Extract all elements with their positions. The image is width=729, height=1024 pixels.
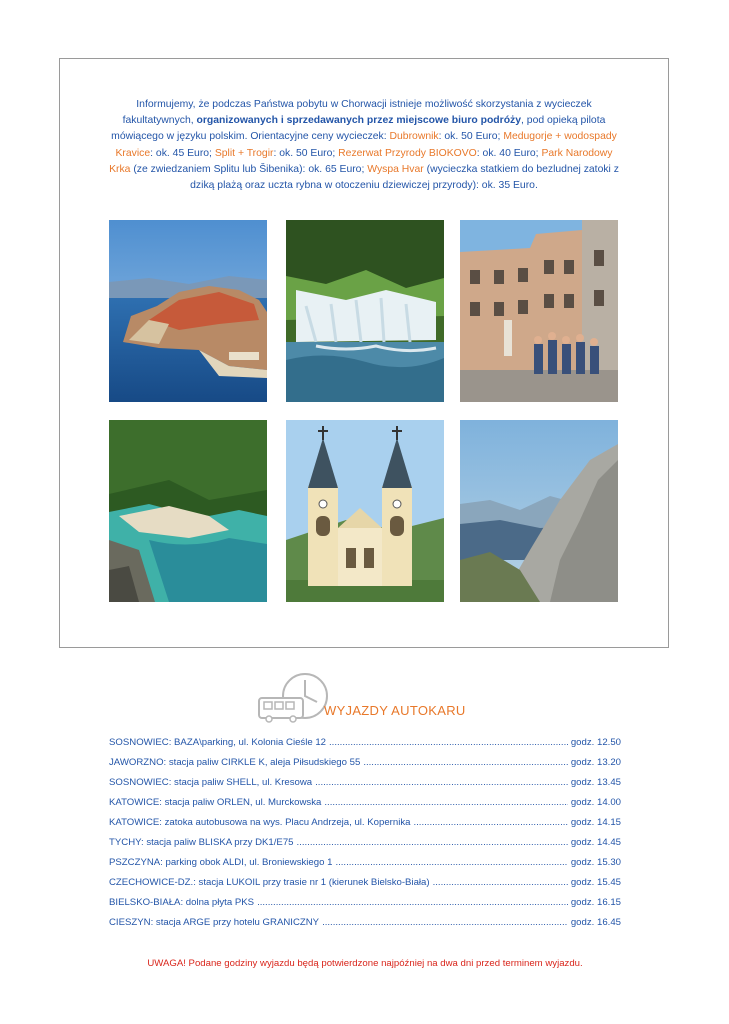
- departure-place: CIESZYN: stacja ARGE przy hotelu GRANICZNY: [109, 917, 320, 928]
- intro-bold: organizowanych i sprzedawanych przez miejscowe biuro podróży: [196, 115, 522, 127]
- departure-place: BIELSKO-BIAŁA: dolna płyta PKS: [109, 897, 255, 908]
- intro-text-1: Informujemy, że podczas Państwa pobytu w Chorwacji istnieje możliwość skorzystania z wycieczek fakultatywnych,: [122, 99, 592, 127]
- photo-mountains: [460, 420, 618, 602]
- trip-price-1: : ok. 50 Euro;: [438, 131, 504, 143]
- trip-price-2: : ok. 45 Euro;: [150, 147, 215, 159]
- departure-time: godz. 14.00: [570, 797, 621, 808]
- departure-time: godz. 12.50: [570, 737, 621, 748]
- warning-note: UWAGA! Podane godziny wyjazdu będą potwierdzone najpóźniej na dwa dni przed terminem wyjazdu.: [147, 958, 583, 969]
- intro-paragraph: [109, 97, 619, 194]
- trip-krka: Park Narodowy Krka: [109, 147, 613, 175]
- departure-row: [109, 837, 621, 851]
- departure-row: [109, 757, 621, 771]
- departure-row: [109, 877, 621, 891]
- departure-place: JAWORZNO: stacja paliw CIRKLE K, aleja Piłsudskiego 55: [109, 757, 361, 768]
- departure-time: godz. 16.15: [570, 897, 621, 908]
- leader-dots: [324, 797, 567, 808]
- departure-time: godz. 14.15: [570, 817, 621, 828]
- departures-title: WYJAZDY AUTOKARU: [324, 703, 466, 718]
- leader-dots: [257, 897, 568, 908]
- photo-church: [286, 420, 444, 602]
- departure-place: KATOWICE: zatoka autobusowa na wys. Placu Andrzeja, ul. Kopernika: [109, 817, 411, 828]
- departure-row: [109, 897, 621, 911]
- departure-time: godz. 15.45: [570, 877, 621, 888]
- trip-hvar: Wyspa Hvar: [367, 163, 424, 175]
- photo-beach: [109, 420, 267, 602]
- trip-price-3: : ok. 50 Euro;: [273, 147, 339, 159]
- trip-medugorje: Medugorje + wodospady Kravice: [115, 131, 617, 159]
- departure-place: TYCHY: stacja paliw BLISKA przy DK1/E75: [109, 837, 294, 848]
- leader-dots: [315, 777, 568, 788]
- leader-dots: [329, 737, 568, 748]
- photo-waterfall: [286, 220, 444, 402]
- bus-clock-icon: [255, 672, 335, 724]
- leader-dots: [335, 857, 567, 868]
- trip-price-4: : ok. 40 Euro;: [476, 147, 542, 159]
- leader-dots: [297, 837, 568, 848]
- departure-time: godz. 14.45: [570, 837, 621, 848]
- photo-dubrovnik: [109, 220, 267, 402]
- departure-time: godz. 13.20: [570, 757, 621, 768]
- leader-dots: [433, 877, 568, 888]
- leader-dots: [363, 757, 568, 768]
- trip-split-trogir: Split + Trogir: [214, 147, 274, 159]
- leader-dots: [322, 917, 568, 928]
- departure-row: [109, 777, 621, 791]
- leader-dots: [413, 817, 567, 828]
- trip-dubrownik: Dubrownik: [389, 131, 439, 143]
- departure-row: [109, 817, 621, 831]
- departure-place: KATOWICE: stacja paliw ORLEN, ul. Murckowska: [109, 797, 322, 808]
- departure-row: [109, 737, 621, 751]
- trip-price-6: (wycieczka statkiem do bezludnej zatoki z dziką plażą oraz uczta rybna w otoczeniu dziewiczej przyrody): ok. 35 Euro.: [190, 163, 619, 192]
- departure-time: godz. 15.30: [570, 857, 621, 868]
- departure-place: SOSNOWIEC: stacja paliw SHELL, ul. Kresowa: [109, 777, 313, 788]
- departure-time: godz. 16.45: [570, 917, 621, 928]
- departure-row: [109, 857, 621, 871]
- departure-place: CZECHOWICE-DZ.: stacja LUKOIL przy trasie nr 1 (kierunek Bielsko-Biała): [109, 877, 430, 888]
- departure-row: [109, 917, 621, 931]
- departures-header: [255, 672, 495, 724]
- departure-time: godz. 13.45: [570, 777, 621, 788]
- trip-biokovo: Rezerwat Przyrody BIOKOVO: [338, 147, 477, 159]
- departure-row: [109, 797, 621, 811]
- departure-place: SOSNOWIEC: BAZA\parking, ul. Kolonia Cieśle 12: [109, 737, 327, 748]
- intro-text-2: , pod opieką pilota mówiącego w języku polskim. Orientacyjne ceny wycieczek:: [111, 115, 606, 143]
- trip-price-5: (ze zwiedzaniem Splitu lub Šibenika): ok. 65 Euro;: [130, 163, 368, 175]
- departure-place: PSZCZYNA: parking obok ALDI, ul. Broniewskiego 1: [109, 857, 333, 868]
- photo-old-town: [460, 220, 618, 402]
